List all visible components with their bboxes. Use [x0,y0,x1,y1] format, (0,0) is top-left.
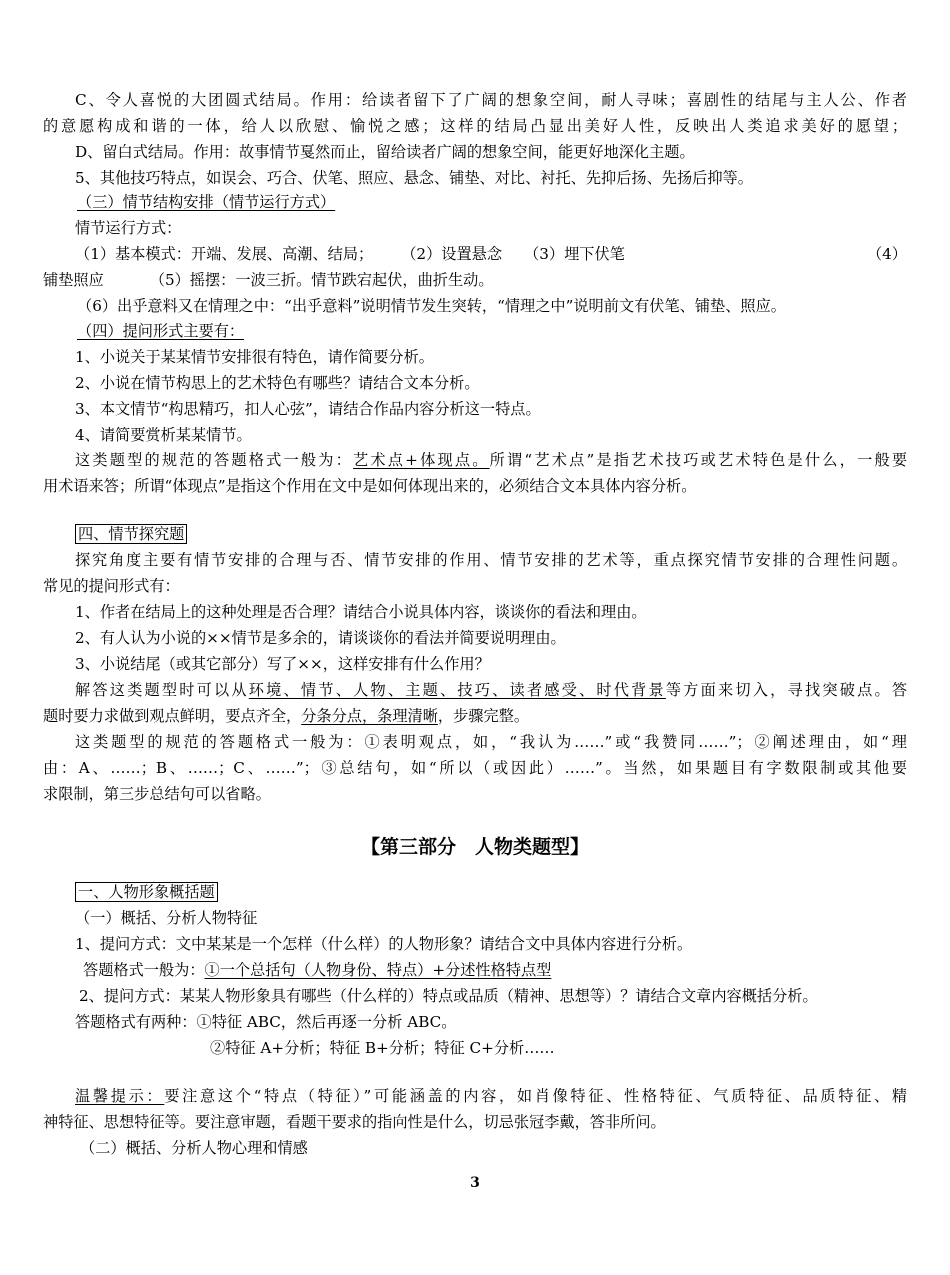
boxed-heading-text: 一、人物形象概括题 [75,882,218,902]
paragraph-line: 这类题型的规范的答题格式一般为：①表明观点，如，“我认为……”或“我赞同……”；②阐述理由，如“理 [75,733,907,751]
list-line [43,267,907,293]
paragraph-line: 用术语来答；所谓“体现点”是指这个作用在文中是如何体现出来的，必须结合文本具体内容分析。 [43,477,697,495]
answer-format-line: 答题格式有两种：①特征 ABC，然后再逐一分析 ABC。 [75,1013,457,1031]
tip-line: 温馨提示：要注意这个“特点（特征）”可能涵盖的内容，如肖像特征、性格特征、气质特征、品质特征、精 [75,1087,908,1105]
list-line: （6）出乎意料又在情理之中：“出乎意料”说明情节发生突转，“情理之中”说明前文有伏笔、铺垫、照应。 [77,297,786,315]
paragraph-line: 5、其他技巧特点，如误会、巧合、伏笔、照应、悬念、铺垫、对比、衬托、先抑后扬、先扬后抑等。 [75,169,753,187]
underlined-phrase: 环境、情节、人物、主题、技巧、读者感受、时代背景 [248,681,666,699]
boxed-heading [75,879,907,905]
paragraph-line: 探究角度主要有情节安排的合理与否、情节安排的作用、情节安排的艺术等，重点探究情节安排的合理性问题。 [75,551,907,569]
paragraph-line: 解答这类题型时可以从环境、情节、人物、主题、技巧、读者感受、时代背景等方面来切入，寻找突破点。答 [75,681,908,699]
list-line [75,241,907,267]
paragraph-line: 题时要力求做到观点鲜明，要点齐全，分条分点，条理清晰，步骤完整。 [43,707,529,725]
subheading-text: （三）情节结构安排（情节运行方式） [77,193,336,211]
boxed-heading [75,521,907,547]
subheading-text: （四）提问形式主要有： [77,322,245,340]
paragraph-line: 这类题型的规范的答题格式一般为：艺术点+体现点。所谓“艺术点”是指艺术技巧或艺术特色是什么，一般要 [75,451,908,469]
tip-label: 温馨提示： [75,1087,165,1105]
underlined-phrase: 艺术点+体现点。 [353,451,490,469]
paragraph-line: D、留白式结局。作用：故事情节戛然而止，留给读者广阔的想象空间，能更好地深化主题。 [75,143,695,161]
paragraph-line: 情节运行方式： [75,219,182,237]
question-line: 1、提问方式：文中某某是一个怎样（什么样）的人物形象？请结合文中具体内容进行分析。 [75,935,693,953]
question-line: 4、请简要赏析某某情节。 [75,426,252,444]
list-item: 铺垫照应 [43,271,104,289]
answer-format-line: 答题格式一般为：①一个总括句（人物身份、特点）+分述性格特点型 [83,961,552,979]
question-line: 1、小说关于某某情节安排很有特色，请作简要分析。 [75,348,434,366]
list-item: （4） [866,245,907,263]
question-line: 2、有人认为小说的××情节是多余的，请谈谈你的看法并简要说明理由。 [75,629,566,647]
paragraph-line: 求限制，第三步总结句可以省略。 [43,785,271,803]
underlined-phrase: 分条分点，条理清晰 [301,707,438,725]
question-line: 2、提问方式：某某人物形象具有哪些（什么样的）特点或品质（精神、思想等）？请结合文章内容概括分析。 [79,987,818,1005]
paragraph-line: 由：A、……；B、……；C、……”；③总结句，如“所以（或因此）……”。当然，如果题目有字数限制或其他要 [43,759,907,777]
boxed-heading-text: 四、情节探究题 [75,524,187,544]
answer-format-line: ②特征 A+分析；特征 B+分析；特征 C+分析…… [210,1039,555,1057]
section-title: 【第三部分 人物类题型】 [360,836,589,858]
list-item: （5）摇摆：一波三折。情节跌宕起伏，曲折生动。 [149,271,494,289]
question-line: 3、本文情节“构思精巧，扣人心弦”，请结合作品内容分析这一特点。 [75,400,541,418]
subheading [77,318,909,344]
paragraph-line: 常见的提问形式有： [43,577,180,595]
subheading [77,189,909,215]
underlined-phrase: ①一个总括句（人物身份、特点）+分述性格特点型 [204,961,552,979]
list-item: （1）基本模式：开端、发展、高潮、结局； （2）设置悬念 （3）埋下伏笔 [75,245,625,263]
question-line: 2、小说在情节构思上的艺术特色有哪些？请结合文本分析。 [75,374,480,392]
question-line: 3、小说结尾（或其它部分）写了××，这样安排有什么作用？ [75,655,490,673]
subheading: （二）概括、分析人物心理和情感 [80,1139,308,1157]
tip-line: 神特征、思想特征等。要注意审题，看题干要求的指向性是什么，切忌张冠李戴，答非所问。 [43,1113,666,1131]
question-line: 1、作者在结局上的这种处理是否合理？请结合小说具体内容，谈谈你的看法和理由。 [75,603,647,621]
paragraph-line: C、令人喜悦的大团圆式结局。作用：给读者留下了广阔的想象空间，耐人寻味；喜剧性的结尾与主人公、作者 [75,91,907,109]
page-number: 3 [470,1175,480,1191]
paragraph-line: 的意愿构成和谐的一体，给人以欣慰、愉悦之感；这样的结局凸显出美好人性，反映出人类追求美好的愿望； [43,117,907,135]
subheading: （一）概括、分析人物特征 [75,909,258,927]
